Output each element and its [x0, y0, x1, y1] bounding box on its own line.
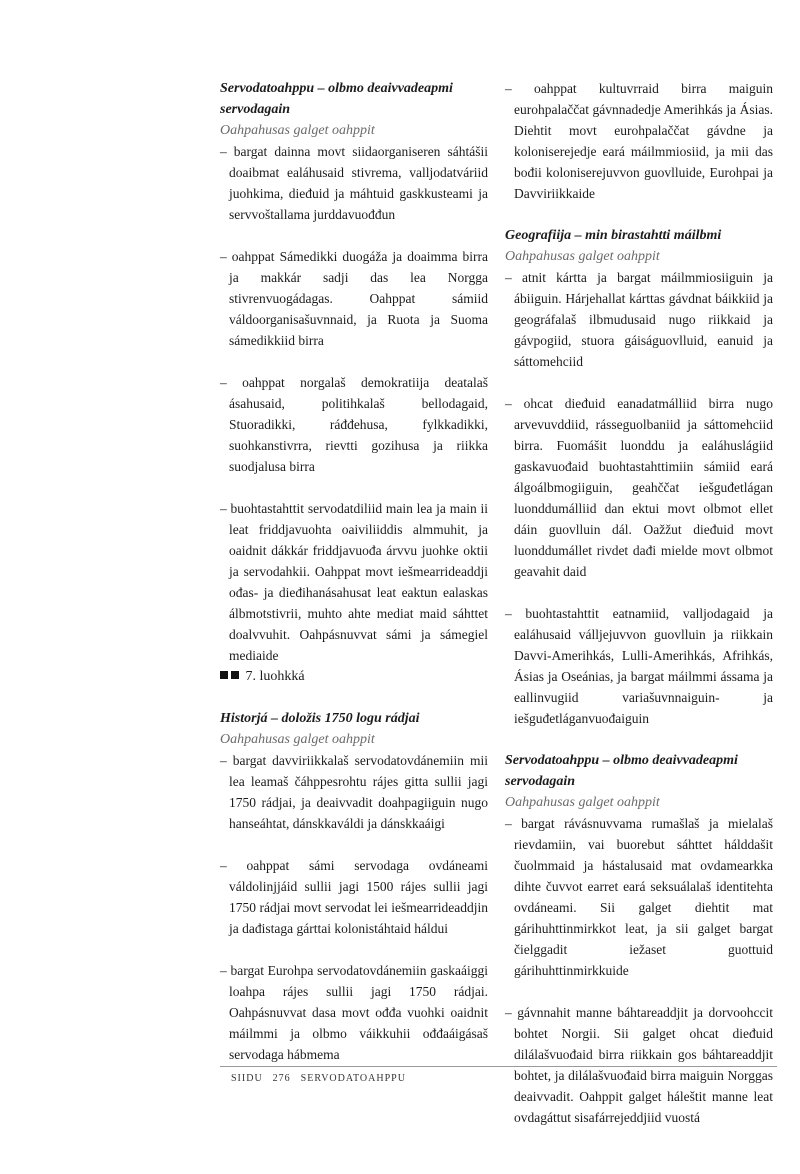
footer-page-label: SIIDU — [231, 1073, 263, 1084]
list-item: – bargat Eurohpa servodatovdánemiin gaskaáiggi loahpa rájes sullii jagi 1750 rádjai. Oahpásnuvvat dasa movt ođđa vuohki oaidnit máilmmi ja olbmo váikkuhii ođđaáigásaš servodaga hábmema — [220, 963, 488, 1062]
list-item: – oahppat kultuvrraid birra maiguin eurohpalaččat gávnnadedje Amerihkás ja Ásias. Diehtit movt eurohpalaččat gávdne ja koloniserejedje eará máilmmiosiid, ja mii das bođii koloniserejuvvon guovlluide, Eurohpai ja Davviriikkaide — [505, 81, 773, 201]
section-heading: Servodatoahppu – olbmo deaivvadeapmi servodagain — [220, 81, 453, 117]
grade-text: 7. luohkká — [245, 669, 305, 684]
section-subheading: Oahpahusas galget oahppit — [220, 123, 375, 138]
footer-divider — [220, 1066, 777, 1067]
left-column — [220, 78, 488, 1065]
section-heading: Servodatoahppu – olbmo deaivvadeapmi servodagain — [505, 753, 738, 789]
list-item: – gávnnahit manne báhtareaddjit ja dorvoohccit bohtet Norgii. Sii galget ohcat dieđuid dilálašvuođaid birra riikkain gos báhtareaddjit bohtet, ja dilálašvuođaid birra maiguin Norggas deaivvadit. Oahppit galget háleštit manne leat ovdagáttut sisafárrejeddjiid vuostá — [505, 1005, 773, 1125]
list-item: – ohcat dieđuid eanadatmálliid birra nugo arvevuvddiid, rásseguolbaniid ja sáttomehciid birra. Fuomášit luonddu ja ealáhuslágiid gaskavuođaid buohtastahttimiin sámiid eará álgoálbmogiiguin, geahččat iešguđetlágan luonddumálliid dan ektui movt olbmot ellet dáin guovlluin dál. Oažžut dieđuid movt luonddumállet rivdet dađi mielde movt olbmot geavahit daid — [505, 396, 773, 579]
list-item: – oahppat Sámedikki duogáža ja doaimma birra ja makkár sadji das lea Norgga stivrenvuogádagas. Oahppat sámiid váldoorganisašuvnnaid, ja Ruota ja Suoma sámedikkiid birra — [220, 249, 488, 348]
page-footer — [231, 1073, 416, 1084]
square-bullet-icon — [220, 671, 228, 679]
list-item: – buohtastahttit servodatdiliid main lea ja main ii leat friddjavuohta oaiviliiddis almmuhit, ja oaidnit dákkár friddjavuođa árvvu juohke oktii ja servodahkii. Oahppat movt iešmearrideaddji ođas- ja dieđihanásahusat leat eaktun ealaskas álbmotstivrii, muhto ahte mediat maid sáhttet doalvvuhit. Oahpásnuvvat sámi ja sámegiel mediaide — [220, 501, 488, 663]
section-subheading: Oahpahusas galget oahppit — [505, 795, 660, 810]
list-item: – oahppat norgalaš demokratiija deatalaš ásahusaid, politihkalaš bellodagaid, Stuoradikki, ráđđehusa, fylkkadikki, suohkanstivrra, rievtti gozihusa ja riikka suodjalusa birra — [220, 375, 488, 474]
page-number: 276 — [272, 1073, 291, 1084]
list-item: – buohtastahttit eatnamiid, valljodagaid ja ealáhusaid válljejuvvon guovlluin ja riikkain Davvi-Amerihkás, Lulli-Amerihkás, Afrihkás, Ásias ja Oseánias, ja bargat máilmmi ássama ja eallinvugiid variašuvnnaiguin- ja iešguđetláganvuođaiguin — [505, 606, 773, 726]
section-subheading: Oahpahusas galget oahppit — [505, 249, 660, 264]
section-heading: Historjá – doložis 1750 logu rádjai — [220, 711, 420, 726]
list-item: – atnit kártta ja bargat máilmmiosiiguin ja ábiiguin. Hárjehallat kárttas gávdnat báikkiid ja geográfalaš ilbmudusaid nugo riikkaid ja gávpogiid, stuora gáiságuovlluid, eanuid ja sáttomehciid — [505, 270, 773, 369]
square-bullet-icon — [231, 671, 239, 679]
right-column — [505, 78, 773, 1128]
footer-section-name: SERVODATOAHPPU — [300, 1073, 406, 1084]
grade-label — [220, 666, 488, 687]
list-item: – bargat dainna movt siidaorganiseren sáhtášii doaibmat ealáhusaid stivrema, valljodatváriid juohkima, dieđuid ja máhtuid gaskkusteami ja servvoštallama jurddavuođđun — [220, 144, 488, 222]
list-item: – bargat rávásnuvvama rumašlaš ja mielalaš rievdamiin, vai buorebut sáhttet hálddašit čuolmmaid ja hástalusaid mat ovdamearkka dihte čuvvot earret eará seksuálalaš identitehta ovdáneami. Sii galget diehtit mat gárihuhttinmirkkot leat, ja sii galget bargat čielggadit iežaset guottuid gárihuhttinmirkkuide — [505, 816, 773, 978]
list-item: – bargat davviriikkalaš servodatovdánemiin mii lea leamaš čáhppesrohtu rájes gitta sullii jagi 1750 rádjai, ja deaivvadit doahpagiiguin nugo hanseáhtat, dánskkaváldi ja dánskkaáigi — [220, 753, 488, 831]
section-heading: Geografiija – min birastahtti máilbmi — [505, 228, 722, 243]
list-item: – oahppat sámi servodaga ovdáneami váldolinjjáid sullii jagi 1500 rájes sullii jagi 1750 rádjai movt servodat lei iešmearrideaddjin ja dađistaga gárttai kolonistáhtaid háldui — [220, 858, 488, 936]
section-subheading: Oahpahusas galget oahppit — [220, 732, 375, 747]
